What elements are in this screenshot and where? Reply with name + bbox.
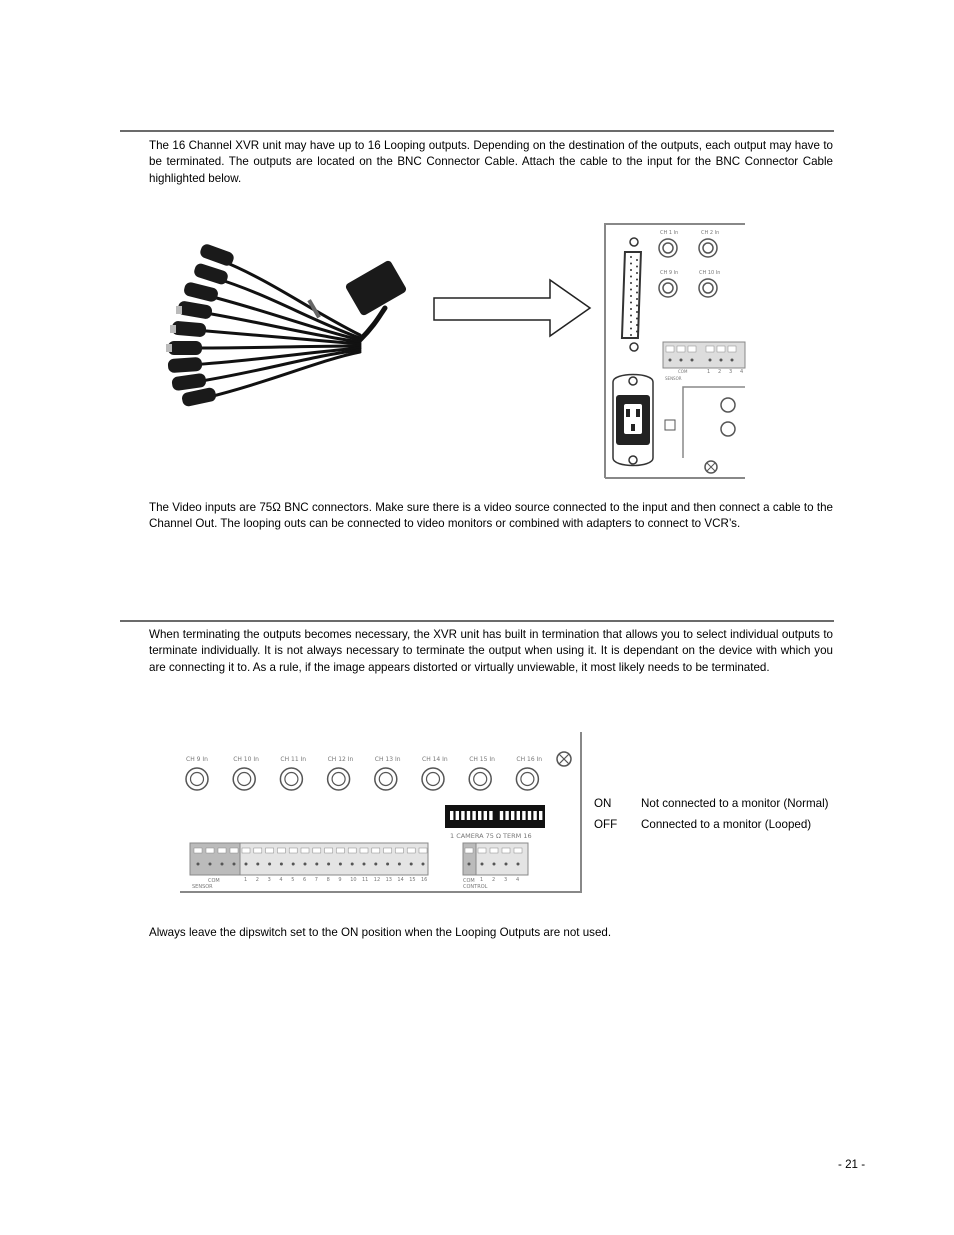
- dip-switch[interactable]: [522, 811, 525, 820]
- terminal-number: 4: [740, 369, 744, 375]
- dip-switch[interactable]: [461, 811, 464, 820]
- looping-outputs-intro: The 16 Channel XVR unit may have up to 16 Looping outputs. Depending on the destination of the outputs, each output may have to be terminated. The outputs are located on the BNC Connector Cable. Attach the cable to the input for the BNC Connector Cable highlighted below.: [149, 139, 833, 185]
- db25-pin: [636, 305, 638, 307]
- terminal-screw: [301, 848, 309, 853]
- db25-pin: [636, 324, 638, 326]
- bnc-connector: [422, 756, 448, 790]
- dip-switch[interactable]: [528, 811, 531, 820]
- bnc-ring-outer: [328, 768, 350, 790]
- db25-pin: [636, 259, 638, 261]
- dip-switch[interactable]: [511, 811, 514, 820]
- terminal-number: 3: [729, 369, 733, 375]
- db25-pin: [636, 285, 638, 287]
- sensor-number: 10: [350, 877, 357, 883]
- dip-switch[interactable]: [467, 811, 470, 820]
- rear-panel-connector-view: [603, 222, 748, 480]
- terminal-screw: [490, 848, 498, 853]
- db25-pin: [636, 318, 638, 320]
- com-label: COM: [463, 878, 475, 884]
- db25-pin: [630, 263, 632, 265]
- terminal-hole: [315, 863, 318, 866]
- terminal-screw: [313, 848, 321, 853]
- terminal-hole: [304, 863, 307, 866]
- dip-switch[interactable]: [489, 811, 492, 820]
- section-rule-top: [120, 130, 834, 132]
- terminal-screw: [465, 848, 473, 853]
- sensor-number: 5: [291, 877, 295, 883]
- com-label: COM: [678, 369, 688, 374]
- db25-pin: [630, 321, 632, 323]
- bnc-ring-inner: [427, 773, 440, 786]
- db25-pin: [630, 308, 632, 310]
- terminal-screw: [360, 848, 368, 853]
- terminal-screw: [407, 848, 415, 853]
- terminal-hole: [233, 863, 236, 866]
- bnc-ring-inner: [379, 773, 392, 786]
- dip-switch[interactable]: [456, 811, 459, 820]
- terminal-number: 2: [718, 369, 722, 375]
- db25-pin: [636, 279, 638, 281]
- dip-switch[interactable]: [539, 811, 542, 820]
- bnc-ring-inner: [332, 773, 345, 786]
- bnc-connector: [375, 756, 401, 790]
- control-label: CONTROL: [463, 884, 488, 890]
- dip-switch[interactable]: [533, 811, 536, 820]
- legend-value: Connected to a monitor (Looped): [641, 818, 812, 831]
- bnc-label: CH 11 In: [280, 756, 307, 763]
- dip-switch[interactable]: [478, 811, 481, 820]
- db25-pin: [630, 269, 632, 271]
- bnc-connector-cable-image: [160, 240, 418, 412]
- terminal-screw: [419, 848, 427, 853]
- dip-switch[interactable]: [505, 811, 508, 820]
- terminal-hole: [292, 863, 295, 866]
- sensor-number: 6: [303, 877, 307, 883]
- terminal-screw: [230, 848, 238, 853]
- termination-intro: When terminating the outputs becomes necessary, the XVR unit has built in termination that allows you to select individual outputs to terminate individually. It is not always necessary to terminate the output when using it. It is dependant on the device with which you are connecting it to. As a rule, if the image appears distorted or virtually unviewable, it most likely needs to be terminated.: [149, 628, 833, 674]
- db25-pin: [630, 289, 632, 291]
- terminal-hole: [245, 863, 248, 866]
- bnc-ring-outer: [469, 768, 491, 790]
- db25-pin: [630, 256, 632, 258]
- db25-pin: [636, 298, 638, 300]
- dip-switch[interactable]: [500, 811, 503, 820]
- bnc-label: CH 9 In: [660, 270, 679, 276]
- bnc-connector: [328, 756, 354, 790]
- bnc-ring-outer: [186, 768, 208, 790]
- com-label: COM: [208, 878, 220, 884]
- terminal-screw: [325, 848, 333, 853]
- db25-pin: [636, 292, 638, 294]
- terminal-hole: [493, 863, 496, 866]
- section-rule-middle: [120, 620, 834, 622]
- control-number: 1: [480, 877, 484, 883]
- legend-key: ON: [594, 797, 612, 810]
- sensor-number: 4: [279, 877, 283, 883]
- bnc-connector: [516, 756, 542, 790]
- sensor-label: SENSOR: [192, 884, 213, 890]
- terminal-screw: [277, 848, 285, 853]
- control-number: 4: [516, 877, 520, 883]
- sensor-number: 15: [409, 877, 416, 883]
- bnc-connector: [186, 756, 208, 790]
- terminal-hole: [339, 863, 342, 866]
- terminal-screw: [514, 848, 522, 853]
- sensor-number: 9: [338, 877, 342, 883]
- terminal-screw: [384, 848, 392, 853]
- control-number: 3: [504, 877, 508, 883]
- terminal-number: 1: [707, 369, 711, 375]
- bnc-label: CH 15 In: [469, 756, 495, 763]
- terminal-hole: [398, 863, 401, 866]
- bnc-ring-outer: [516, 768, 538, 790]
- db25-pin: [636, 266, 638, 268]
- terminal-hole: [327, 863, 330, 866]
- dip-switch-label: 1 CAMERA 75 Ω TERM 16: [450, 832, 532, 840]
- control-number: 2: [492, 877, 496, 883]
- terminal-screw: [395, 848, 403, 853]
- bnc-connector: [280, 756, 306, 790]
- bnc-ring-outer: [280, 768, 302, 790]
- sensor-label: SENSOR: [665, 376, 682, 381]
- sensor-number: 1: [244, 877, 248, 883]
- sensor-number: 8: [326, 877, 330, 883]
- sensor-number: 13: [385, 877, 392, 883]
- dip-switch[interactable]: [517, 811, 520, 820]
- terminal-hole: [197, 863, 200, 866]
- bnc-label: CH 10 In: [699, 270, 721, 276]
- terminal-hole: [280, 863, 283, 866]
- bnc-ring-inner: [238, 773, 251, 786]
- sensor-number: 11: [362, 877, 369, 883]
- legend-key: OFF: [594, 818, 618, 831]
- dip-switch[interactable]: [484, 811, 487, 820]
- sensor-number: 2: [255, 877, 259, 883]
- video-inputs-note: The Video inputs are 75Ω BNC connectors. Make sure there is a video source connected to the input and then connect a cable to the Channel Out. The looping outs can be connected to video monitors or combined with adapters to connect to VCR’s.: [149, 501, 833, 531]
- terminal-screw: [242, 848, 250, 853]
- db25-pin: [630, 282, 632, 284]
- dip-switch[interactable]: [450, 811, 453, 820]
- terminal-hole: [268, 863, 271, 866]
- db25-pin: [630, 315, 632, 317]
- db25-pin: [636, 311, 638, 313]
- bnc-label: CH 1 In: [660, 230, 679, 236]
- terminal-screw: [502, 848, 510, 853]
- bnc-connector: [233, 756, 259, 790]
- db25-pin: [630, 276, 632, 278]
- dip-switch[interactable]: [472, 811, 475, 820]
- legend-value: Not connected to a monitor (Normal): [641, 797, 829, 810]
- db25-pin: [630, 302, 632, 304]
- db25-pin: [630, 295, 632, 297]
- db25-pin: [630, 328, 632, 330]
- bnc-ring-outer: [375, 768, 397, 790]
- sensor-number: 3: [267, 877, 271, 883]
- right-arrow-icon: [432, 278, 594, 340]
- terminal-screw: [254, 848, 262, 853]
- db25-pin: [636, 331, 638, 333]
- terminal-screw: [266, 848, 274, 853]
- terminal-hole: [481, 863, 484, 866]
- terminal-screw: [348, 848, 356, 853]
- terminal-hole: [221, 863, 224, 866]
- terminal-hole: [410, 863, 413, 866]
- terminal-hole: [256, 863, 259, 866]
- sensor-number: 7: [314, 877, 318, 883]
- terminal-hole: [363, 863, 366, 866]
- terminal-hole: [505, 863, 508, 866]
- bnc-ring-inner: [474, 773, 487, 786]
- bnc-label: CH 9 In: [186, 756, 208, 763]
- terminal-screw: [478, 848, 486, 853]
- db25-pin: [630, 334, 632, 336]
- sensor-number: 16: [421, 877, 428, 883]
- bnc-ring-inner: [521, 773, 534, 786]
- terminal-hole: [468, 863, 471, 866]
- termination-dipswitch-panel: [180, 732, 585, 894]
- bnc-label: CH 13 In: [374, 756, 401, 763]
- bnc-label: CH 10 In: [233, 756, 259, 763]
- terminal-screw: [206, 848, 214, 853]
- bnc-label: CH 16 In: [516, 756, 543, 763]
- bnc-ring-inner: [191, 773, 204, 786]
- bnc-ring-inner: [285, 773, 298, 786]
- bnc-label: CH 12 In: [327, 756, 354, 763]
- terminal-screw: [289, 848, 297, 853]
- terminal-hole: [517, 863, 520, 866]
- terminal-screw: [336, 848, 344, 853]
- bnc-ring-outer: [422, 768, 444, 790]
- terminal-screw: [218, 848, 226, 853]
- terminal-hole: [422, 863, 425, 866]
- sensor-number: 14: [397, 877, 404, 883]
- page-number: - 21 -: [838, 1158, 866, 1171]
- db25-pin: [636, 272, 638, 274]
- bnc-label: CH 14 In: [422, 756, 448, 763]
- sensor-number: 12: [373, 877, 381, 883]
- dipswitch-footer-note: Always leave the dipswitch set to the ON position when the Looping Outputs are not used.: [149, 926, 612, 939]
- terminal-hole: [351, 863, 354, 866]
- terminal-hole: [386, 863, 389, 866]
- terminal-hole: [374, 863, 377, 866]
- terminal-screw: [194, 848, 202, 853]
- terminal-hole: [209, 863, 212, 866]
- bnc-label: CH 2 In: [701, 230, 720, 236]
- bnc-ring-outer: [233, 768, 255, 790]
- bnc-connector: [469, 756, 495, 790]
- terminal-screw: [372, 848, 380, 853]
